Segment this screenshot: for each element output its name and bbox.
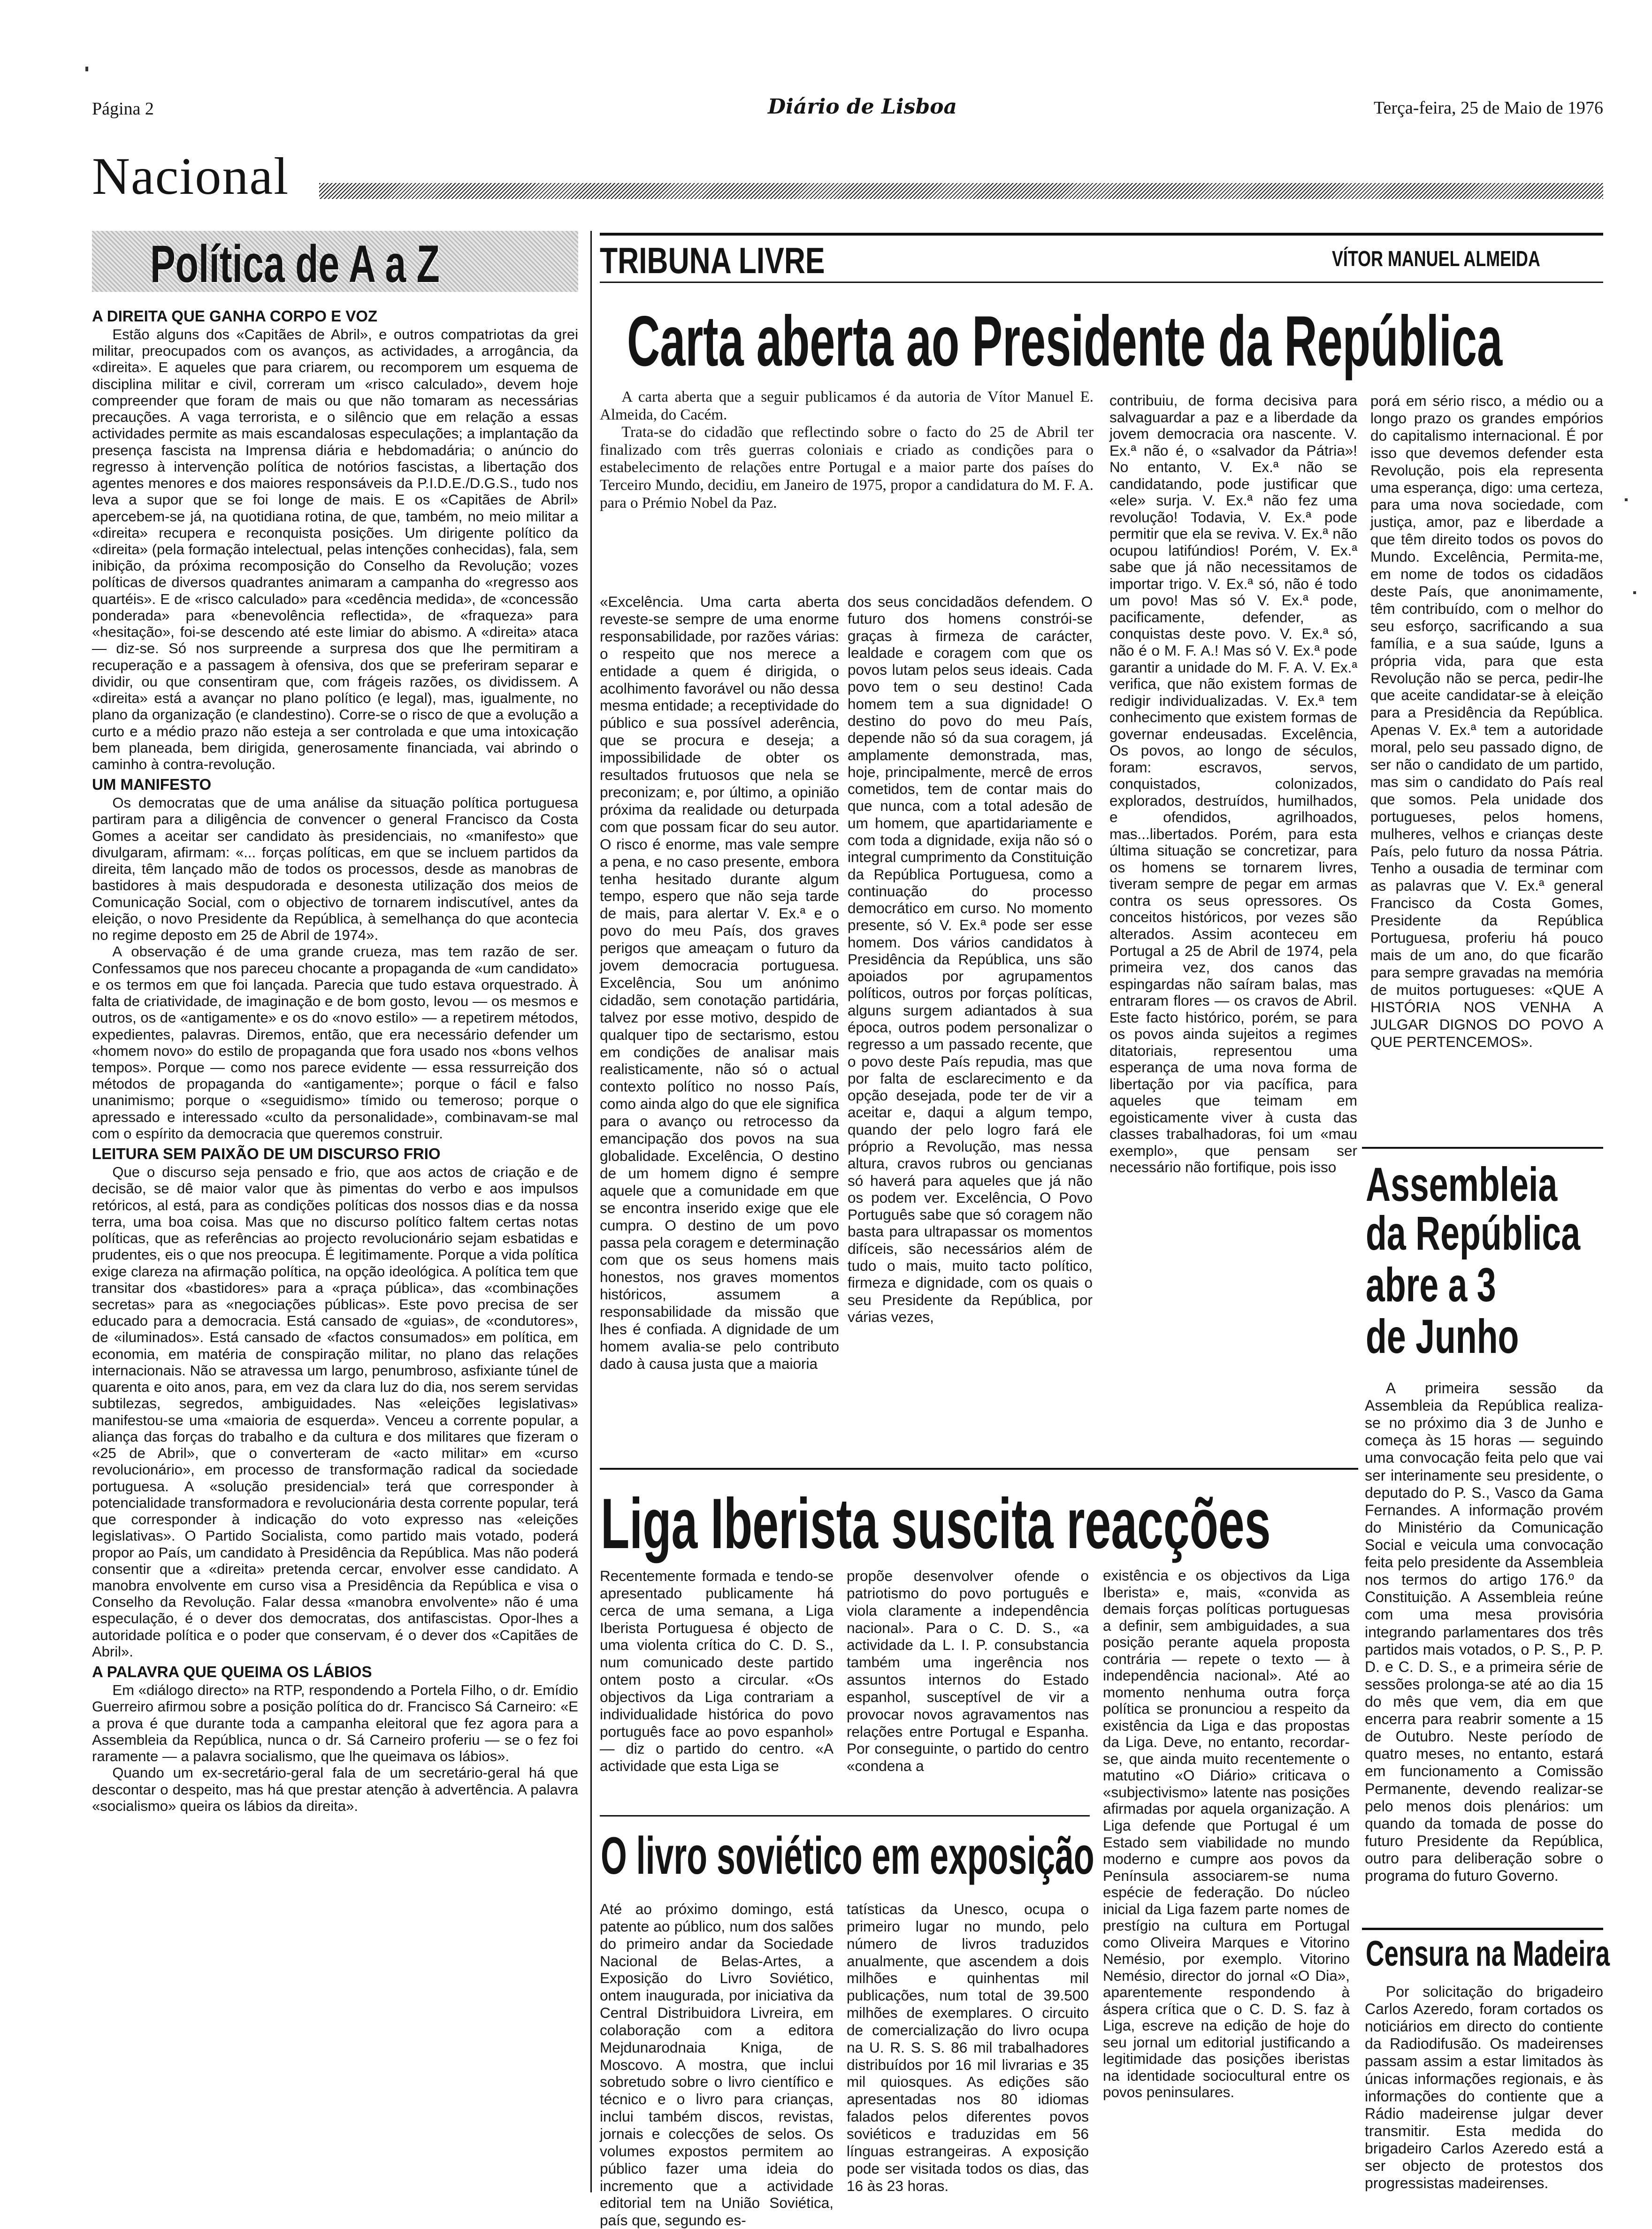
politica-paragraph: Os democratas que de uma análise da situação política portuguesa partiram para a diligência de convencer o general Francisco da Costa Gomes a aceitar ser candidato às presidenciais, no «manifesto» que divulgaram, afirmam: «... forças políticas, em que se incluem partidos da direita, têm lançado mão de todos os processos, desde as manobras de bastidores à mais despudorada e desonesta utilização dos meios de Comunicação Social, com o objectivo de tornarem indiscutível, antes da eleição, o novo Presidente da República, à semelhança do que acontecia no regime deposto em 25 de Abril de 1974». [92, 794, 578, 944]
masthead: Diário de Lisboa [760, 95, 964, 119]
letter-text: contribuiu, de forma decisiva para salvaguardar a paz e a liberdade da jovem democracia ora nascente. V. Ex.ª não é, o «salvador da Pátria»! No entanto, V. Ex.ª não se candidatando, pode justificar que «ele» surja. V. Ex.ª não fez uma revolução! Todavia, V. Ex.ª pode permitir que ela se reviva. V. Ex.ª não ocupou latifúndios! Porém, V. Ex.ª sabe que já não necessitamos de importar trigo. V. Ex.ª só, não é todo um povo! Mas só V. Ex.ª pode, pacificamente, defender, as conquistas deste povo. V. Ex.ª só, não é o M. F. A.! Mas só V. Ex.ª pode garantir a unidade do M. F. A. V. Ex.ª verifica, que não existem formas de redigir individualizadas. V. Ex.ª tem conhecimento que existem formas de governar endeusadas. Excelência, Os povos, ao longo de séculos, foram: escravos, servos, conquistados, colonizados, explorados, destruídos, humilhados, e ofendidos, agrilhoados, mas...libertados. Porém, para esta última situação se concretizar, para os homens se tornarem livres, tiveram sempre de pegar em armas contra os seus opressores. Os conceitos históricos, por vezes são alterados. Assim aconteceu em Portugal a 25 de Abril de 1974, pela primeira vez, dos canos das espingardas não saíram balas, mas entraram flores — os cravos de Abril. Este facto histórico, porém, se para os povos ainda sujeitos a regimes ditatoriais, representou uma esperança de uma nova forma de libertação por via pacífica, para aqueles que teimam em egoisticamente viver à custa das classes trabalhadoras, foi um «mau exemplo», que pensam ser necessário não fortifique, pois isso [1109, 392, 1357, 1176]
page-number: Página 2 [92, 99, 154, 119]
livro-headline: O livro soviético em exposição [601, 1826, 1094, 1885]
liga-text: existência e os objectivos da Liga Iberista» e, mais, «convida as demais forças políticas portuguesas a definir, sem ambiguidades, a sua posição perante aquela proposta contrária — repete o texto — à independência nacional». Até ao momento nenhuma outra força política se pronunciou a respeito da existência da Liga e das propostas da Liga. Deve, no entanto, recordar-se, que ainda muito recentemente o matutino «O Diário» criticava o «subjectivismo» latente nas posições afirmadas por aquela organização. A Liga defende que Portugal é um Estado sem viabilidade no mundo moderno e cumpre aos povos da Península associarem-se numa espécie de federação. Do núcleo inicial da Liga fazem parte nomes de prestígio na cultura em Portugal como Oliveira Marques e Vitorino Nemésio, por exemplo. Vitorino Nemésio, director do jornal «O Dia», aparentemente respondendo à áspera crítica que o C. D. S. faz à Liga, escreve na edição de hoje do seu jornal um editorial justificando a legitimidade das posições iberistas na identidade sociocultural entre os povos peninsulares. [1103, 1567, 1350, 2101]
politica-column [92, 308, 578, 1814]
section-hatch [319, 183, 1603, 199]
censura-headline: Censura na Madeira [1366, 1934, 1610, 1974]
politica-section-title: A DIREITA QUE GANHA CORPO E VOZ [92, 307, 378, 325]
margin-mark [1633, 591, 1636, 594]
tribuna-col-4 [1370, 392, 1603, 1050]
section-title: Nacional [92, 147, 290, 206]
tribuna-col-3 [1109, 392, 1357, 1176]
politica-heading: Política de A a Z [150, 235, 440, 293]
letter-text: dos seus concidadãos defendem. O futuro dos homens constrói-se graças à firmeza de carácter, lealdade e coragem com que os povos lutam pelos seus ideais. Cada povo tem o seu destino! Cada homem tem a sua dignidade! O destino do povo do meu País, depende não só da sua coragem, já amplamente demonstrada, mas, hoje, principalmente, mercê de erros cometidos, tem de contar mais do que nunca, com a total adesão de um homem, que apartidariamente e com toda a dignidade, exija não só o integral cumprimento da Constituição da República Portuguesa, como a continuação do processo democrático em curso. No momento presente, só V. Ex.ª pode ser esse homem. Dos vários candidatos à Presidência da República, uns são apoiados por agrupamentos políticos, outros por forças políticas, alguns surgem adiantados à sua época, outros podem personalizar o regresso a um passado recente, que o povo deste País repudia, mas que por falta de esclarecimento e da opção desejada, pode ter de vir a aceitar e, daqui a algum tempo, quando der pelo logro fará ele próprio a Revolução, mas nessa altura, cravos rubros ou gencianas só haverá para aqueles que já não os podem ver. Excelência, O Povo Português sabe que só coragem não basta para ultrapassar os momentos difíceis, são necessários além de tudo o mais, muito tacto político, firmeza e dignidade, com os quais o seu Presidente da República, por várias vezes, [848, 593, 1093, 1325]
tribuna-intro-paragraph: Trata-se do cidadão que reflectindo sobre o facto do 25 de Abril ter finalizado com três guerras coloniais e criado as condições para o estabelecimento de relações entre Portugal e a maior parte dos países do Terceiro Mundo, decidiu, em Janeiro de 1975, propor a candidatura do M. F. A. para o Prémio Nobel da Paz. [600, 424, 1094, 511]
tribuna-top-rule [600, 233, 1603, 236]
livro-col-1 [600, 1901, 834, 2229]
assembleia-text: A primeira sessão da Assembleia da República realiza-se no próximo dia 3 de Junho e começa às 15 horas — seguindo uma convocação feita pelo que vai ser interinamente seu presidente, o deputado do P. S., Vasco da Gama Fernandes. A informação provém do Ministério da Comunicação Social e veicula uma convocação feita pelo presidente da Assembleia nos termos do artigo 176.º da Constituição. A Assembleia reúne com uma mesa provisória integrando parlamentares dos três partidos mais votados, o P. S., P. P. D. e C. D. S., e a primeira série de sessões prolonga-se até ao dia 15 do mês que vem, dia em que encerra para reabrir somente a 15 de Outubro. Neste período de quatro meses, no entanto, estará em funcionamento a Comissão Permanente, devendo realizar-se pelo menos dois plenários: um quando da tomada de posse do futuro Presidente da República, outro para deliberação sobre o programa do futuro Governo. [1365, 1380, 1603, 1885]
tribuna-intro [600, 389, 1094, 512]
livro-text: Até ao próximo domingo, está patente ao público, num dos salões do primeiro andar da Sociedade Nacional de Belas-Artes, a Exposição do Livro Soviético, ontem inaugurada, por iniciativa da Central Distribuidora Livreira, em colaboração com a editora Mejdunarodnaia Kniga, de Moscovo. A mostra, que inclui sobretudo sobre o livro científico e técnico e o livro para crianças, inclui também discos, revistas, jornais e colecções de selos. Os volumes expostos permitem ao público fazer uma ideia do incremento que a actividade editorial tem na União Soviética, país que, segundo es- [600, 1901, 834, 2229]
tribuna-col-1 [600, 593, 839, 1373]
tribuna-headline: Carta aberta ao Presidente da República [627, 301, 1503, 381]
censura-text: Por solicitação do brigadeiro Carlos Azeredo, foram cortados os noticiários em directo do contiente da Radiodifusão. Os madeirenses passam assim a estar limitados às únicas informações regionais, e às informações do contiente que a Rádio madeirense julgar dever transmitir. Esta medida do brigadeiro Carlos Azeredo está a ser objecto de protestos dos progressistas madeirenses. [1365, 1983, 1603, 2192]
politica-paragraph: Em «diálogo directo» na RTP, respondendo a Portela Filho, o dr. Emídio Guerreiro afirmou sobre a posição política do dr. Francisco Sá Carneiro: «E a prova é que durante toda a campanha eleitoral que fez agora para a Assembleia da República, nunca o dr. Sá Carneiro proferiu — se o fez foi raramente — a palavra socialismo, que lhe queimava os lábios». [92, 1682, 578, 1765]
tribuna-label: TRIBUNA LIVRE [600, 240, 825, 281]
censura-body [1365, 1983, 1603, 2192]
politica-paragraph: A observação é de uma grande crueza, mas tem razão de ser. Confessamos que nos pareceu chocante a propaganda de «um candidato» e os termos em que foi lançada. Parecia que tudo estava orquestrado. À falta de criatividade, de imaginação e de bom gosto, levou — os mesmos e outros, os de «antigamente» e os do «novo estilo» — a repetirem métodos, expedientes, palavras. Diremos, então, que era necessário defender um «homem novo» do estilo de propaganda que fora usado nos «bons velhos tempos». Porque — como nos parece evidente — essa ressurreição dos métodos de propaganda do «antigamente»; porque o fácil e falso unanimismo; porque o «seguidismo» tímido ou temeroso; porque o apressado e interessado «culto da personalidade», combinavam-se mal com o espírito da democracia que queremos construir. [92, 943, 578, 1142]
tribuna-bottom-rule [600, 1468, 1358, 1470]
assembleia-head-line: abre a 3 [1366, 1258, 1496, 1312]
liga-col-2 [847, 1567, 1089, 1775]
livro-text: tatísticas da Unesco, ocupa o primeiro lugar no mundo, pelo número de livros traduzidos anualmente, que ascendem a dois milhões e quinhentas mil publicações, num total de 39.500 milhões de exemplares. O circuito de comercialização do livro ocupa na U. R. S. S. 86 mil trabalhadores distribuídos por 16 mil livrarias e 35 mil quiosques. As edições são apresentadas nos 80 idiomas falados pelos diferentes povos soviéticos e traduzidas em 56 línguas estrangeiras. A exposição pode ser visitada todos os dias, das 16 às 23 horas. [847, 1901, 1089, 2194]
assembleia-rule [1362, 1147, 1603, 1149]
issue-date: Terça-feira, 25 de Maio de 1976 [1373, 98, 1603, 118]
assembleia-head-line: de Junho [1366, 1310, 1519, 1363]
livro-rule [600, 1815, 1090, 1817]
politica-paragraph: Que o discurso seja pensado e frio, que aos actos de criação e de decisão, se dê maior valor que às pimentas do verbo e aos impulsos retóricos, al está, para as condições políticas dos nossos dias e da nossa terra, uma boa coisa. Mas que no discurso político faltem certas notas políticas, que as referências ao projecto revolucionário sejam esbatidas e prudentes, eis o que nos preocupa. É legitimamente. Porque a vida política exige clareza na afirmação política, na opção ideológica. A política tem que transitar dos «bastidores» para a «praça pública», das «combinações secretas» para as «negociações públicas». Este povo precisa de ser educado para a democracia. Está cansado de «guias», de «condutores», de «iluminados». Está cansado de «factos consumados» em política, em economia, em matéria de conspiração militar, no plano das relações internacionais. Não se atravessa um largo, penumbroso, asfixiante túnel de quarenta e oito anos, para, em vez da clara luz do dia, nos serem servidas subtilezas, segredos, ambiguidades. Nas «eleições legislativas» manifestou-se uma «maioria de esquerda». Venceu a corrente popular, a aliança das forças do trabalho e da cultura e dos militares que fizeram o «25 de Abril», que o converteram de «acto militar» em «curso revolucionário», em processo de transformação radical da sociedade portuguesa. A «solução presidencial» terá que corresponder à potencialidade transformadora e revolucionária desta corrente popular, terá que corresponder à indicação do voto expresso nas «eleições legislativas». O Partido Socialista, como partido mais votado, poderá propor ao País, um candidato à Presidência da República. Mas não poderá consentir que a «direita» pretenda cercar, envolver esse candidato. A manobra envolvente em curso visa a Presidência da República e visa o Conselho da Revolução. Falar dessa «manobra envolvente» não é uma especulação, é o dever dos democratas, dos antifascistas. Opor-lhes a autoridade política e o poder que conservam, é o dever dos «Capitães de Abril». [92, 1164, 578, 1660]
letter-text: porá em sério risco, a médio ou a longo prazo os grandes empórios do capitalismo internacional. É por isso que devemos defender esta Revolução, pois ela representa uma esperança, digo: uma certeza, para uma nova sociedade, com justiça, amor, paz e liberdade a que têm direito todos os povos do Mundo. Excelência, Permita-me, em nome de todos os cidadãos deste País, que anonimamente, têm contribuído, com o melhor do seu esforço, sacrificando a sua família, e a sua saúde, Iguns a própria vida, para que esta Revolução não se perca, pedir-lhe que aceite candidatar-se à eleição para a Presidência da República. Apenas V. Ex.ª tem a autoridade moral, pelo seu passado digno, de ser não o candidato de um partido, mas sim o candidato do País real que somos. Pela unidade dos portugueses, pelos homens, mulheres, velhos e crianças deste País, pelo futuro da nossa Pátria. Tenho a ousadia de terminar com as palavras que V. Ex.ª general Francisco da Costa Gomes, Presidente da República Portuguesa, proferiu há pouco mais de um ano, do que ficarão para sempre gravadas na memória de muitos portugueses: «QUE A HISTÓRIA NOS VENHA A JULGAR DIGNOS DO POVO A QUE PERTENCEMOS». [1370, 392, 1603, 1050]
margin-mark [85, 67, 88, 71]
liga-text: Recentemente formada e tendo-se apresentado publicamente há cerca de uma semana, a Liga Iberista Portuguesa é objecto de uma violenta crítica do C. D. S., num comunicado deste partido ontem posto a circular. «Os objectivos da Liga contrariam a individualidade histórica do povo português face ao povo espanhol» — diz o partido do centro. «A actividade que esta Liga se [600, 1567, 834, 1775]
liga-col-1 [600, 1567, 834, 1775]
censura-rule [1362, 1928, 1603, 1930]
politica-section-title: LEITURA SEM PAIXÃO DE UM DISCURSO FRIO [92, 1145, 441, 1163]
margin-mark [1625, 498, 1628, 501]
liga-headline: Liga Iberista suscita reacções [601, 1484, 1271, 1564]
assembleia-head-line: Assembleia [1366, 1158, 1558, 1211]
politica-paragraph: Quando um ex-secretário-geral fala de um secretário-geral há que descontar o despeito, mas há que prestar atenção à advertência. A palavra «socialismo» queira os lábios da direita». [92, 1764, 578, 1814]
letter-text: «Excelência. Uma carta aberta reveste-se sempre de uma enorme responsabilidade, por razões várias: o respeito que nos merece a entidade a quem é dirigida, o acolhimento favorável ou não dessa mesma entidade; a receptividade do público e sua possível aderência, que se procura e deseja; a impossibilidade de obter os resultados frutuosos que nela se preconizam; e, por último, a opinião próxima da realidade ou deturpada com que possam ficar do seu autor. O risco é enorme, mas vale sempre a pena, e no caso presente, embora tenha hesitado durante algum tempo, espero que não seja tarde de mais, para alertar V. Ex.ª e o povo do meu País, dos graves perigos que ameaçam o futuro da jovem democracia portuguesa. Excelência, Sou um anónimo cidadão, sem conotação partidária, talvez por esse motivo, despido de qualquer tipo de sectarismo, estou em condições de analisar mais realisticamente, não só o actual contexto político no nosso País, como ainda algo do que ele significa para o avanço ou retrocesso da emancipação dos povos na sua globalidade. Excelência, O destino de um homem digno é sempre aquele que a comunidade em que se encontra inserido exige que ele cumpra. O destino de um povo passa pela coragem e determinação com que os seus homens mais honestos, nos graves momentos históricos, assumem a responsabilidade da missão que lhes é confiada. A dignidade de um homem avalia-se pelo contributo dado à causa justa que a maioria [600, 593, 839, 1372]
tribuna-intro-paragraph: A carta aberta que a seguir publicamos é da autoria de Vítor Manuel E. Almeida, do Cacém. [600, 389, 1094, 423]
livro-col-2 [847, 1901, 1089, 2194]
liga-text: propõe desenvolver ofende o patriotismo do povo português e viola claramente a independência nacional». Para o C. D. S., «a actividade da L. I. P. consubstancia também uma ingerência nos assuntos internos do Estado espanhol, susceptível de vir a provocar novos agravamentos nas relações entre Portugal e Espanha. Por conseguinte, o partido do centro «condena a [847, 1567, 1089, 1775]
politica-section-title: UM MANIFESTO [92, 776, 212, 794]
tribuna-rule [600, 282, 1603, 283]
assembleia-head-line: da República [1366, 1206, 1581, 1260]
politica-paragraph: Estão alguns dos «Capitães de Abril», e outros compatriotas da grei militar, preocupados com os avanços, as actividades, a arrogância, da «direita». E aqueles que para criarem, ou recomporem um esquema de disciplina militar e civil, correram um «risco calculado», devem hoje compreender que foram de mais ou que não tomaram as necessárias precauções. A vaga terrorista, e o silêncio que em relação a essas actividades permite as mais escandalosas especulações; a implantação da presença fascista na Imprensa diária e hebdomadária; o anúncio do regresso à intervenção política de notórios fascistas, a libertação dos agentes menores e dos maiores responsáveis da P.I.D.E./D.G.S., tudo nos leva a supor que se foi longe de mais. E os «Capitães de Abril» apercebem-se já, na quotidiana rotina, de que, também, no meio militar a «direita» recupera e reconquista posições. Um dirigente político da «direita» (pela formação intelectual, pelas intenções conhecidas), fala, sem inibição, da próxima recomposição do Conselho da Revolução; vozes políticas de diversos quadrantes animaram a campanha do «regresso aos quartéis». E de «risco calculado» para «cedência medida», de «concessão ponderada» para «benevolência reflectida», de «fraqueza» para «hesitação», foi-se descendo até este limiar do abismo. A «direita» ataca — diz-se. Só nos surpreende a surpresa dos que lhe permitiram a recuperação e a passagem à ofensiva, dos que se preferiram separar e dividir, ou que consentiram que, com frágeis razões, os dividissem. A «direita» está a avançar no plano político (e legal), mas, igualmente, no plano da organização (e clandestino). Corre-se o risco de que a evolução a curto e a médio prazo não esteja a ser controlada e que uma intoxicação bem planeada, bem dirigida, generosamente financiada, vai abrindo o caminho à contra-revolução. [92, 326, 578, 773]
tribuna-author: VÍTOR MANUEL ALMEIDA [1332, 246, 1540, 271]
tribuna-col-2 [848, 593, 1093, 1325]
liga-col-3 [1103, 1567, 1350, 2101]
assembleia-body [1365, 1380, 1603, 1885]
politica-section-title: A PALAVRA QUE QUEIMA OS LÁBIOS [92, 1663, 372, 1681]
politica-banner [92, 231, 578, 292]
column-separator [590, 231, 592, 2192]
